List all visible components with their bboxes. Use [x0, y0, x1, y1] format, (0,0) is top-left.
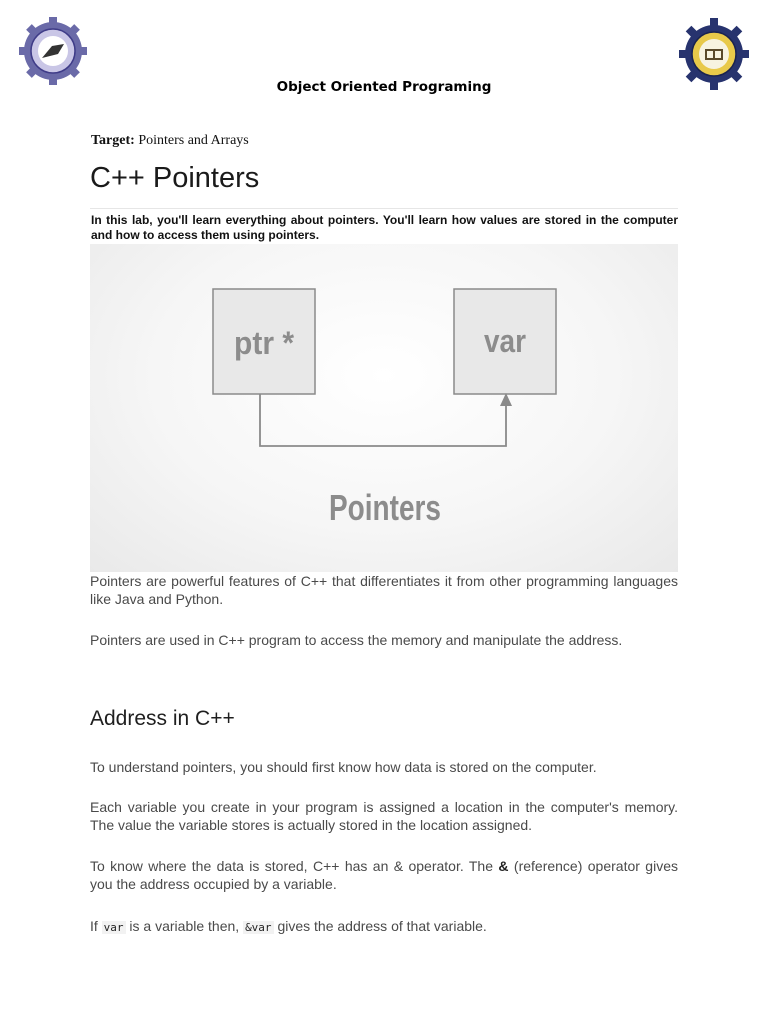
ptr-label: ptr * — [234, 325, 295, 361]
target-value: Pointers and Arrays — [138, 133, 249, 148]
intro-text: In this lab, you'll learn everything about pointers. You'll learn how values are stored in the computer and how to access them using pointers. — [91, 213, 678, 242]
paragraph-memory-location: Each variable you create in your program is assigned a location in the computer's memory. The value the variable stores is actually stored in the location assigned. — [90, 799, 678, 833]
paragraph-address-example — [90, 917, 678, 937]
pointer-connector — [260, 394, 506, 446]
pointer-diagram — [90, 244, 678, 572]
paragraph-pointers-features: Pointers are powerful features of C++ that differentiates it from other programming languages like Java and Python. — [90, 573, 678, 607]
paragraph-reference-operator — [90, 857, 678, 893]
var-label: var — [484, 323, 526, 359]
reference-operator-symbol: & — [498, 858, 509, 874]
pointer-diagram-svg — [90, 244, 678, 572]
p5-text-c: (reference) operator gives you the address occupied by a variable. — [90, 858, 678, 892]
code-var: var — [103, 921, 124, 934]
code-address-var: &var — [245, 921, 272, 934]
arrow-head-icon — [500, 393, 512, 406]
p6-text-c: gives the address of that variable. — [273, 918, 487, 934]
university-gear-seal-left-icon — [18, 16, 88, 86]
target-label: Target: — [91, 133, 135, 148]
p6-text-b: is a variable then, — [125, 918, 244, 934]
paragraph-pointers-usage: Pointers are used in C++ program to access the memory and manipulate the address. — [90, 632, 623, 648]
page-title: C++ Pointers — [90, 162, 260, 194]
p5-text-a: To know where the data is stored, C++ has an & operator. The — [90, 858, 499, 874]
p6-text-a: If — [90, 918, 102, 934]
section-heading-address: Address in C++ — [90, 707, 235, 730]
university-logo-left — [18, 16, 88, 86]
target-line — [91, 133, 249, 149]
paragraph-data-storage: To understand pointers, you should first know how data is stored on the computer. — [90, 759, 597, 775]
course-title: Object Oriented Programing — [276, 79, 492, 95]
diagram-caption: Pointers — [329, 487, 441, 528]
heading-divider — [90, 208, 678, 209]
